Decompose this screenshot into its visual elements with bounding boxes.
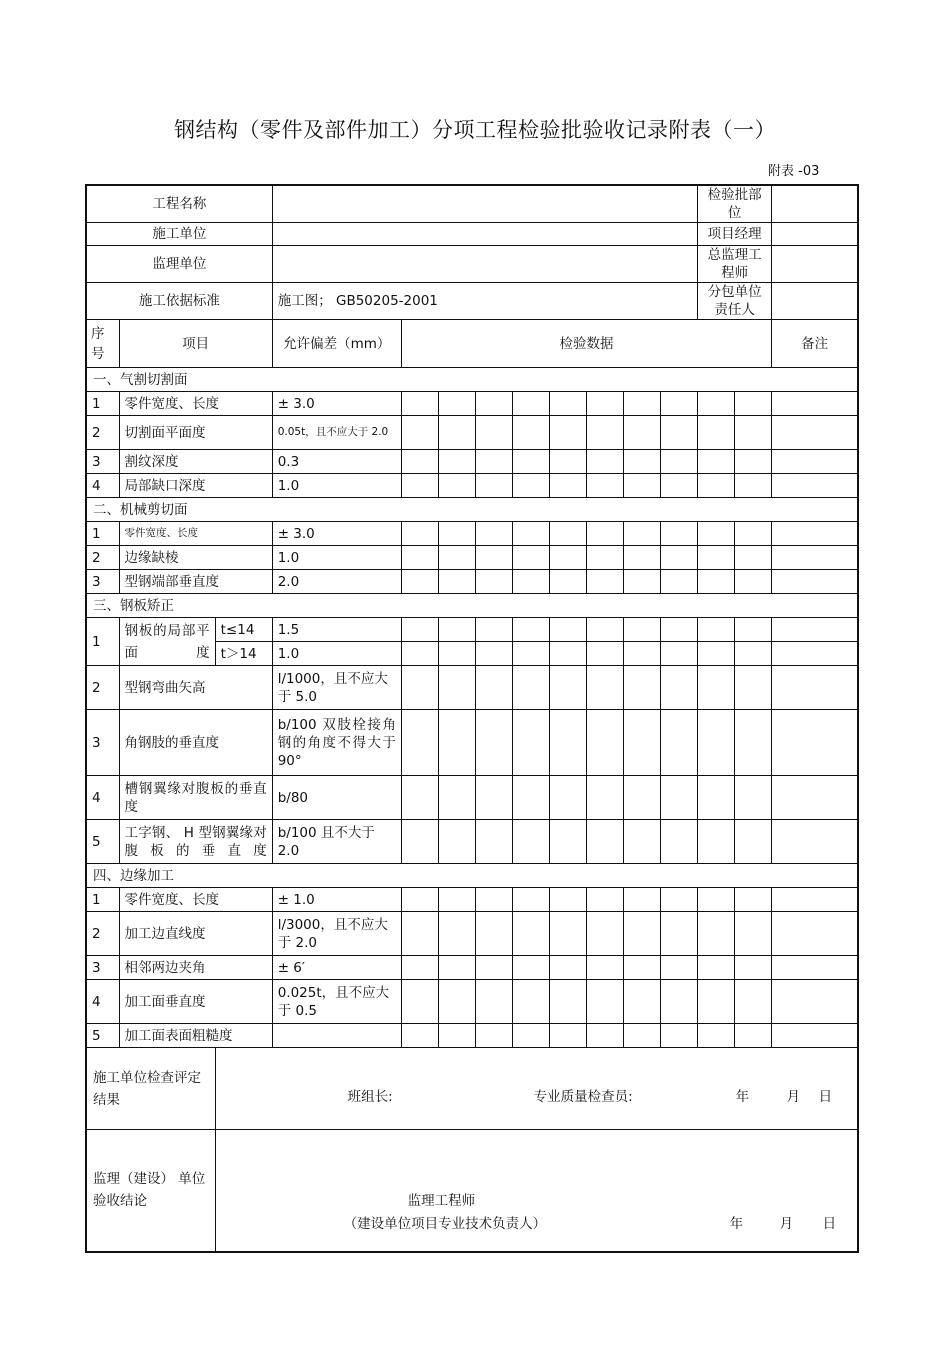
data-cell[interactable] bbox=[624, 912, 661, 956]
data-cell[interactable] bbox=[438, 546, 475, 570]
data-cell[interactable] bbox=[438, 956, 475, 980]
data-cell[interactable] bbox=[475, 666, 512, 710]
data-cell[interactable] bbox=[698, 710, 735, 776]
row-number: 2 bbox=[86, 912, 119, 956]
row-number: 4 bbox=[86, 776, 119, 820]
contractor-signoff-area[interactable] bbox=[215, 1048, 858, 1130]
data-cell[interactable] bbox=[549, 776, 586, 820]
item-name: 工字钢、 H 型钢翼缘对腹板的垂直度 bbox=[119, 820, 272, 864]
data-cell[interactable] bbox=[512, 450, 549, 474]
remarks-cell[interactable] bbox=[772, 956, 858, 980]
section-title: 四、边缘加工 bbox=[86, 864, 858, 888]
data-cell[interactable] bbox=[624, 776, 661, 820]
data-cell[interactable] bbox=[401, 912, 438, 956]
data-cell[interactable] bbox=[401, 888, 438, 912]
row-number: 2 bbox=[86, 416, 119, 450]
data-cell[interactable] bbox=[698, 776, 735, 820]
owner-rep-label: （建设单位项目专业技术负责人） bbox=[343, 1216, 547, 1232]
supervisor-signoff-area[interactable] bbox=[215, 1130, 858, 1252]
data-cell[interactable] bbox=[661, 392, 698, 416]
data-cell[interactable] bbox=[549, 546, 586, 570]
data-cell[interactable] bbox=[512, 618, 549, 642]
data-cell[interactable] bbox=[624, 522, 661, 546]
remarks-cell[interactable] bbox=[772, 618, 858, 642]
remarks-cell[interactable] bbox=[772, 710, 858, 776]
data-cell[interactable] bbox=[475, 888, 512, 912]
data-cell[interactable] bbox=[401, 522, 438, 546]
row-number: 1 bbox=[86, 522, 119, 546]
data-cell[interactable] bbox=[438, 392, 475, 416]
data-cell[interactable] bbox=[438, 450, 475, 474]
data-cell[interactable] bbox=[624, 618, 661, 642]
row-number: 1 bbox=[86, 392, 119, 416]
chief-engineer-label: 总监理工程师 bbox=[698, 246, 772, 283]
remarks-cell[interactable] bbox=[772, 416, 858, 450]
data-cell[interactable] bbox=[587, 666, 624, 710]
data-cell[interactable] bbox=[512, 776, 549, 820]
construction-unit-label: 施工单位 bbox=[86, 223, 272, 246]
row-number: 2 bbox=[86, 546, 119, 570]
data-cell[interactable] bbox=[698, 642, 735, 666]
data-cell[interactable] bbox=[475, 570, 512, 594]
data-cell[interactable] bbox=[698, 392, 735, 416]
data-cell[interactable] bbox=[438, 1024, 475, 1048]
item-name: 零件宽度、长度 bbox=[119, 522, 272, 546]
data-cell[interactable] bbox=[587, 392, 624, 416]
tolerance-value: 2.0 bbox=[272, 570, 401, 594]
data-cell[interactable] bbox=[401, 474, 438, 498]
tolerance-value: 0.05t，且不应大于 2.0 bbox=[272, 416, 401, 450]
project-manager-field[interactable] bbox=[772, 223, 858, 246]
data-cell[interactable] bbox=[698, 1024, 735, 1048]
data-cell[interactable] bbox=[512, 546, 549, 570]
page-title: 钢结构（零件及部件加工）分项工程检验批验收记录附表（一） bbox=[174, 118, 776, 142]
data-cell[interactable] bbox=[438, 980, 475, 1024]
data-cell[interactable] bbox=[475, 912, 512, 956]
item-name: 加工面垂直度 bbox=[119, 980, 272, 1024]
data-cell[interactable] bbox=[401, 820, 438, 864]
data-cell[interactable] bbox=[438, 416, 475, 450]
day-label: 日 bbox=[822, 1216, 837, 1232]
data-cell[interactable] bbox=[698, 450, 735, 474]
data-cell[interactable] bbox=[587, 956, 624, 980]
data-cell[interactable] bbox=[735, 392, 772, 416]
data-cell[interactable] bbox=[735, 888, 772, 912]
data-cell[interactable] bbox=[735, 416, 772, 450]
remarks-cell[interactable] bbox=[772, 912, 858, 956]
data-cell[interactable] bbox=[512, 912, 549, 956]
data-cell[interactable] bbox=[512, 474, 549, 498]
tolerance-value: b/100 双肢栓接角钢的角度不得大于 90° bbox=[272, 710, 401, 776]
data-cell[interactable] bbox=[401, 1024, 438, 1048]
data-cell[interactable] bbox=[624, 820, 661, 864]
data-cell[interactable] bbox=[624, 474, 661, 498]
data-cell[interactable] bbox=[512, 522, 549, 546]
subcontractor-label: 分包单位责任人 bbox=[698, 283, 772, 320]
project-name-field[interactable] bbox=[272, 185, 697, 223]
data-cell[interactable] bbox=[549, 1024, 586, 1048]
data-cell[interactable] bbox=[475, 416, 512, 450]
data-cell[interactable] bbox=[438, 912, 475, 956]
data-cell[interactable] bbox=[475, 522, 512, 546]
item-name: 槽钢翼缘对腹板的垂直度 bbox=[119, 776, 272, 820]
remarks-cell[interactable] bbox=[772, 546, 858, 570]
data-cell[interactable] bbox=[698, 618, 735, 642]
data-cell[interactable] bbox=[438, 570, 475, 594]
tolerance-value: l/3000，且不应大于 2.0 bbox=[272, 912, 401, 956]
remarks-cell[interactable] bbox=[772, 820, 858, 864]
tolerance-value: 1.0 bbox=[272, 642, 401, 666]
data-cell[interactable] bbox=[661, 980, 698, 1024]
item-name: 零件宽度、长度 bbox=[119, 392, 272, 416]
data-cell[interactable] bbox=[401, 546, 438, 570]
data-cell[interactable] bbox=[549, 710, 586, 776]
item-name: 加工边直线度 bbox=[119, 912, 272, 956]
sub-condition: t≤14 bbox=[215, 618, 272, 642]
data-cell[interactable] bbox=[698, 980, 735, 1024]
data-cell[interactable] bbox=[661, 416, 698, 450]
data-cell[interactable] bbox=[549, 642, 586, 666]
data-cell[interactable] bbox=[549, 912, 586, 956]
data-cell[interactable] bbox=[735, 980, 772, 1024]
data-cell[interactable] bbox=[661, 1024, 698, 1048]
data-cell[interactable] bbox=[549, 980, 586, 1024]
row-number: 2 bbox=[86, 666, 119, 710]
data-cell[interactable] bbox=[475, 450, 512, 474]
supervisor-conclusion-label: 监理（建设） 单位验收结论 bbox=[86, 1130, 215, 1252]
day-label: 日 bbox=[818, 1089, 833, 1105]
data-cell[interactable] bbox=[475, 980, 512, 1024]
inspection-part-label: 检验批部位 bbox=[698, 185, 772, 223]
tolerance-value: 0.025t，且不应大于 0.5 bbox=[272, 980, 401, 1024]
data-cell[interactable] bbox=[735, 912, 772, 956]
standard-value: 施工图； GB50205-2001 bbox=[272, 283, 697, 320]
remarks-cell[interactable] bbox=[772, 642, 858, 666]
data-cell[interactable] bbox=[735, 820, 772, 864]
tolerance-value: l/1000，且不应大于 5.0 bbox=[272, 666, 401, 710]
data-cell[interactable] bbox=[512, 666, 549, 710]
row-number: 3 bbox=[86, 450, 119, 474]
data-cell[interactable] bbox=[475, 392, 512, 416]
data-cell[interactable] bbox=[549, 570, 586, 594]
data-cell[interactable] bbox=[438, 666, 475, 710]
data-cell[interactable] bbox=[401, 710, 438, 776]
row-number: 4 bbox=[86, 474, 119, 498]
data-cell[interactable] bbox=[401, 980, 438, 1024]
data-cell[interactable] bbox=[587, 642, 624, 666]
data-cell[interactable] bbox=[661, 956, 698, 980]
data-cell[interactable] bbox=[698, 820, 735, 864]
data-cell[interactable] bbox=[587, 570, 624, 594]
item-name: 相邻两边夹角 bbox=[119, 956, 272, 980]
data-cell[interactable] bbox=[438, 710, 475, 776]
project-manager-label: 项目经理 bbox=[698, 223, 772, 246]
data-cell[interactable] bbox=[661, 776, 698, 820]
data-cell[interactable] bbox=[735, 710, 772, 776]
data-cell[interactable] bbox=[549, 416, 586, 450]
data-cell[interactable] bbox=[587, 474, 624, 498]
data-cell[interactable] bbox=[438, 474, 475, 498]
row-number: 5 bbox=[86, 1024, 119, 1048]
item-name: 切割面平面度 bbox=[119, 416, 272, 450]
data-cell[interactable] bbox=[549, 820, 586, 864]
data-cell[interactable] bbox=[475, 776, 512, 820]
data-cell[interactable] bbox=[735, 776, 772, 820]
row-number: 3 bbox=[86, 570, 119, 594]
data-cell[interactable] bbox=[549, 392, 586, 416]
item-name: 角钢肢的垂直度 bbox=[119, 710, 272, 776]
inspection-table bbox=[85, 184, 859, 1253]
data-cell[interactable] bbox=[735, 618, 772, 642]
data-cell[interactable] bbox=[475, 710, 512, 776]
item-name: 钢板的局部平面度 bbox=[119, 618, 215, 666]
item-name: 零件宽度、长度 bbox=[119, 888, 272, 912]
tolerance-value bbox=[272, 1024, 401, 1048]
section-title: 三、钢板矫正 bbox=[86, 594, 858, 618]
data-cell[interactable] bbox=[587, 912, 624, 956]
project-name-label: 工程名称 bbox=[86, 185, 272, 223]
data-cell[interactable] bbox=[735, 642, 772, 666]
tolerance-value: b/100 且不大于 2.0 bbox=[272, 820, 401, 864]
data-cell[interactable] bbox=[587, 450, 624, 474]
data-cell[interactable] bbox=[661, 474, 698, 498]
data-cell[interactable] bbox=[512, 642, 549, 666]
data-cell[interactable] bbox=[661, 710, 698, 776]
data-cell[interactable] bbox=[661, 912, 698, 956]
data-cell[interactable] bbox=[549, 666, 586, 710]
data-cell[interactable] bbox=[698, 666, 735, 710]
tolerance-value: ± 1.0 bbox=[272, 888, 401, 912]
data-cell[interactable] bbox=[549, 474, 586, 498]
engineer-label: 监理工程师 bbox=[407, 1193, 476, 1209]
data-cell[interactable] bbox=[624, 450, 661, 474]
sub-condition: t＞14 bbox=[215, 642, 272, 666]
data-cell[interactable] bbox=[401, 570, 438, 594]
data-cell[interactable] bbox=[624, 666, 661, 710]
data-cell[interactable] bbox=[624, 570, 661, 594]
chief-engineer-field[interactable] bbox=[772, 246, 858, 283]
month-label: 月 bbox=[786, 1089, 801, 1105]
data-cell[interactable] bbox=[512, 980, 549, 1024]
data-cell[interactable] bbox=[475, 618, 512, 642]
data-cell[interactable] bbox=[587, 546, 624, 570]
supervision-unit-label: 监理单位 bbox=[86, 246, 272, 283]
row-number: 3 bbox=[86, 710, 119, 776]
remarks-cell[interactable] bbox=[772, 980, 858, 1024]
data-cell[interactable] bbox=[401, 618, 438, 642]
row-number: 1 bbox=[86, 888, 119, 912]
data-cell[interactable] bbox=[438, 888, 475, 912]
data-cell[interactable] bbox=[475, 642, 512, 666]
tolerance-header: 允许偏差（mm） bbox=[272, 320, 401, 368]
data-cell[interactable] bbox=[587, 888, 624, 912]
remarks-cell[interactable] bbox=[772, 392, 858, 416]
data-cell[interactable] bbox=[661, 570, 698, 594]
data-cell[interactable] bbox=[401, 776, 438, 820]
row-number: 5 bbox=[86, 820, 119, 864]
month-label: 月 bbox=[779, 1216, 794, 1232]
data-cell[interactable] bbox=[661, 820, 698, 864]
data-cell[interactable] bbox=[698, 474, 735, 498]
row-number: 4 bbox=[86, 980, 119, 1024]
item-name: 型钢弯曲矢高 bbox=[119, 666, 272, 710]
row-number: 1 bbox=[86, 618, 119, 666]
data-cell[interactable] bbox=[698, 888, 735, 912]
remarks-cell[interactable] bbox=[772, 474, 858, 498]
data-cell[interactable] bbox=[698, 546, 735, 570]
tolerance-value: 1.0 bbox=[272, 474, 401, 498]
data-cell[interactable] bbox=[698, 570, 735, 594]
data-cell[interactable] bbox=[549, 522, 586, 546]
data-cell[interactable] bbox=[587, 980, 624, 1024]
data-cell[interactable] bbox=[661, 888, 698, 912]
data-cell[interactable] bbox=[587, 776, 624, 820]
data-cell[interactable] bbox=[735, 1024, 772, 1048]
data-cell[interactable] bbox=[438, 776, 475, 820]
remarks-cell[interactable] bbox=[772, 776, 858, 820]
data-cell[interactable] bbox=[512, 416, 549, 450]
subcontractor-field[interactable] bbox=[772, 283, 858, 320]
data-cell[interactable] bbox=[661, 666, 698, 710]
year-label: 年 bbox=[729, 1216, 744, 1232]
data-cell[interactable] bbox=[735, 570, 772, 594]
data-cell[interactable] bbox=[587, 522, 624, 546]
data-cell[interactable] bbox=[401, 642, 438, 666]
data-cell[interactable] bbox=[661, 450, 698, 474]
data-cell[interactable] bbox=[735, 522, 772, 546]
data-cell[interactable] bbox=[512, 710, 549, 776]
data-cell[interactable] bbox=[698, 956, 735, 980]
contractor-check-label: 施工单位检查评定结果 bbox=[86, 1048, 215, 1130]
remarks-cell[interactable] bbox=[772, 1024, 858, 1048]
data-cell[interactable] bbox=[512, 1024, 549, 1048]
remarks-cell[interactable] bbox=[772, 888, 858, 912]
data-header: 检验数据 bbox=[401, 320, 771, 368]
data-cell[interactable] bbox=[735, 956, 772, 980]
data-cell[interactable] bbox=[587, 416, 624, 450]
quality-inspector-label: 专业质量检查员: bbox=[533, 1089, 633, 1105]
remarks-cell[interactable] bbox=[772, 450, 858, 474]
item-name: 局部缺口深度 bbox=[119, 474, 272, 498]
data-cell[interactable] bbox=[401, 450, 438, 474]
data-cell[interactable] bbox=[624, 710, 661, 776]
data-cell[interactable] bbox=[698, 522, 735, 546]
tolerance-value: 1.5 bbox=[272, 618, 401, 642]
data-cell[interactable] bbox=[512, 956, 549, 980]
tolerance-value: ± 3.0 bbox=[272, 392, 401, 416]
data-cell[interactable] bbox=[401, 666, 438, 710]
data-cell[interactable] bbox=[661, 642, 698, 666]
tolerance-value: b/80 bbox=[272, 776, 401, 820]
data-cell[interactable] bbox=[661, 522, 698, 546]
data-cell[interactable] bbox=[512, 392, 549, 416]
data-cell[interactable] bbox=[438, 522, 475, 546]
data-cell[interactable] bbox=[512, 888, 549, 912]
data-cell[interactable] bbox=[661, 546, 698, 570]
data-cell[interactable] bbox=[698, 912, 735, 956]
item-name: 边缘缺棱 bbox=[119, 546, 272, 570]
year-label: 年 bbox=[735, 1089, 750, 1105]
data-cell[interactable] bbox=[587, 618, 624, 642]
remarks-cell[interactable] bbox=[772, 570, 858, 594]
data-cell[interactable] bbox=[475, 956, 512, 980]
data-cell[interactable] bbox=[735, 666, 772, 710]
section-title: 二、机械剪切面 bbox=[86, 498, 858, 522]
data-cell[interactable] bbox=[401, 392, 438, 416]
data-cell[interactable] bbox=[661, 618, 698, 642]
data-cell[interactable] bbox=[698, 416, 735, 450]
remarks-cell[interactable] bbox=[772, 522, 858, 546]
item-name: 加工面表面粗糙度 bbox=[119, 1024, 272, 1048]
data-cell[interactable] bbox=[624, 416, 661, 450]
data-cell[interactable] bbox=[624, 642, 661, 666]
data-cell[interactable] bbox=[438, 618, 475, 642]
data-cell[interactable] bbox=[549, 956, 586, 980]
row-number: 3 bbox=[86, 956, 119, 980]
data-cell[interactable] bbox=[624, 392, 661, 416]
inspection-part-field[interactable] bbox=[772, 185, 858, 223]
construction-unit-field[interactable] bbox=[272, 223, 697, 246]
seq-header: 序号 bbox=[86, 320, 119, 368]
data-cell[interactable] bbox=[549, 450, 586, 474]
data-cell[interactable] bbox=[549, 888, 586, 912]
data-cell[interactable] bbox=[735, 450, 772, 474]
standard-label: 施工依据标准 bbox=[86, 283, 272, 320]
data-cell[interactable] bbox=[587, 820, 624, 864]
data-cell[interactable] bbox=[512, 570, 549, 594]
tolerance-value: ± 6′ bbox=[272, 956, 401, 980]
data-cell[interactable] bbox=[587, 1024, 624, 1048]
data-cell[interactable] bbox=[512, 820, 549, 864]
team-leader-label: 班组长: bbox=[347, 1089, 393, 1105]
data-cell[interactable] bbox=[401, 416, 438, 450]
data-cell[interactable] bbox=[475, 820, 512, 864]
tolerance-value: ± 3.0 bbox=[272, 522, 401, 546]
data-cell[interactable] bbox=[401, 956, 438, 980]
remarks-cell[interactable] bbox=[772, 666, 858, 710]
data-cell[interactable] bbox=[475, 546, 512, 570]
data-cell[interactable] bbox=[438, 642, 475, 666]
tolerance-value: 0.3 bbox=[272, 450, 401, 474]
data-cell[interactable] bbox=[587, 710, 624, 776]
section-title: 一、气割切割面 bbox=[86, 368, 858, 392]
item-name: 型钢端部垂直度 bbox=[119, 570, 272, 594]
supervision-unit-field[interactable] bbox=[272, 246, 697, 283]
data-cell[interactable] bbox=[735, 546, 772, 570]
item-name: 割纹深度 bbox=[119, 450, 272, 474]
item-header: 项目 bbox=[119, 320, 272, 368]
data-cell[interactable] bbox=[438, 820, 475, 864]
data-cell[interactable] bbox=[475, 474, 512, 498]
data-cell[interactable] bbox=[549, 618, 586, 642]
data-cell[interactable] bbox=[624, 956, 661, 980]
data-cell[interactable] bbox=[475, 1024, 512, 1048]
data-cell[interactable] bbox=[735, 474, 772, 498]
form-code: 附表 -03 bbox=[768, 164, 820, 179]
data-cell[interactable] bbox=[624, 546, 661, 570]
data-cell[interactable] bbox=[624, 888, 661, 912]
tolerance-value: 1.0 bbox=[272, 546, 401, 570]
data-cell[interactable] bbox=[624, 1024, 661, 1048]
data-cell[interactable] bbox=[624, 980, 661, 1024]
remarks-header: 备注 bbox=[772, 320, 858, 368]
